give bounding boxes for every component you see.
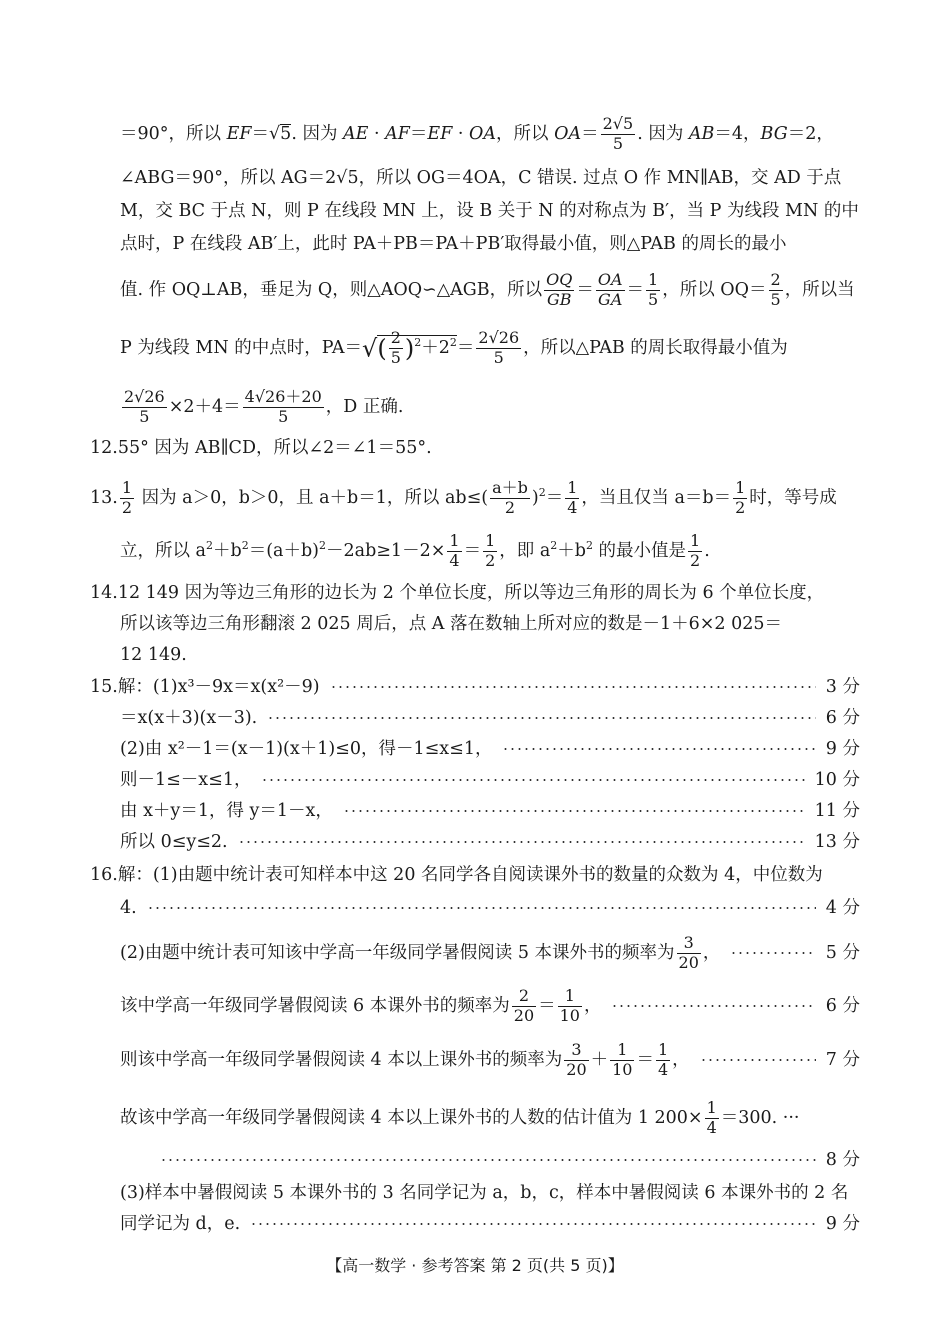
- score: 7 分: [825, 1050, 860, 1070]
- page-footer: 【高一数学 · 参考答案 第 2 页(共 5 页)】: [326, 1256, 624, 1275]
- score: 8 分: [825, 1150, 860, 1170]
- answer-15-line-1: 15.解：(1)x³－9x＝x(x²－9) 3 分: [90, 672, 860, 702]
- answer-14-line-1: 14.12 149 因为等边三角形的边长为 2 个单位长度，所以等边三角形的周长为 6 个单位长度，: [90, 583, 825, 603]
- score: 9 分: [825, 1214, 860, 1234]
- answer-13-line-2: 立，所以 $a^2+b^2=(a+b)^2-2ab\ge 1-2\times$ $\frac{1}{4}$ ＝ $\frac{1}{2}$ ，即 $a^2+b^2$ 的最小值是 $\frac{1}{2}$ .: [120, 531, 710, 570]
- answer-11-line-6: P 为线段 MN 的中点时，PA＝√( $\frac{2}{5}$ )$^2+2^2=$ $\frac{2√26}{5}$ ，所以△PAB 的周长取得最小值为: [120, 328, 788, 367]
- dot-leader: [343, 810, 805, 812]
- answer-15-line-6: 所以 0≤y≤2. 13 分: [120, 827, 860, 857]
- answer-14-line-3: 12 149.: [120, 645, 187, 665]
- dot-leader: [238, 841, 805, 843]
- answer-16-line-6: 故该中学高一年级同学暑假阅读 4 本以上课外书的人数的估计值为 1 200× $\frac{1}{4}$ ＝300. ···: [120, 1098, 800, 1137]
- dot-leader: [502, 748, 815, 750]
- answer-15-line-5: 由 x＋y＝1，得 y＝1－x， 11 分: [120, 796, 860, 826]
- dot-leader: [730, 952, 815, 954]
- fraction: $\frac{4√26+20}{5}$: [244, 387, 322, 426]
- fraction: $\frac{1}{4}$: [706, 1098, 717, 1137]
- fraction: $\frac{1}{2}$: [735, 478, 746, 517]
- answer-16-line-7: [120, 1145, 860, 1175]
- answer-16-line-4: 该中学高一年级同学暑假阅读 6 本课外书的频率为 $\frac{2}{20}$ ＝ $\frac{1}{10}$ ， 6 分: [120, 985, 860, 1025]
- fraction: $\frac{OQ}{GB}$: [546, 270, 573, 309]
- fraction: $\frac{2}{5}$: [770, 270, 781, 309]
- fraction: $\frac{1}{10}$: [559, 985, 580, 1025]
- fraction: $\frac{OA}{GA}$: [597, 270, 623, 309]
- score: 6 分: [825, 708, 860, 728]
- answer-11-line-2: ∠ABG＝90°，所以 AG＝2√5，所以 OG＝4OA，C 错误. 过点 O 作 MN∥AB，交 AD 于点: [120, 168, 842, 188]
- score: 5 分: [825, 943, 860, 963]
- dot-leader: [147, 907, 816, 909]
- fraction: $\frac{2}{20}$: [513, 985, 535, 1025]
- fraction: $\frac{1}{4}$: [567, 478, 578, 517]
- fraction: $\frac{2√26}{5}$: [478, 328, 520, 367]
- answer-11-line-3: M，交 BC 于点 N，则 P 在线段 MN 上，设 B 关于 N 的对称点为 B′，当 P 为线段 MN 的中: [120, 201, 859, 221]
- fraction: $\frac{3}{20}$: [678, 932, 699, 972]
- dot-leader: [330, 686, 816, 688]
- fraction: $\frac{3}{20}$: [566, 1039, 587, 1079]
- answer-11-line-5: 值. 作 OQ⊥AB，垂足为 Q，则△AOQ∽△AGB，所以 $\frac{OQ}{GB}$ ＝ $\frac{OA}{GA}$ ＝ $\frac{1}{5}$ ，所以 OQ＝ $\frac{2}{5}$ ，所以当: [120, 270, 855, 309]
- fraction: $\frac{a+b}{2}$: [492, 478, 528, 517]
- answer-13-line-1: 13. $\frac{1}{2}$ 因为 a＞0，b＞0，且 a＋b＝1，所以 ab≤( $\frac{a+b}{2}$ )$^2$＝ $\frac{1}{4}$ ，当且仅当 a＝b＝ $\frac{1}{2}$ 时，等号成: [90, 478, 837, 517]
- answer-14-line-2: 所以该等边三角形翻滚 2 025 周后，点 A 落在数轴上所对应的数是－1＋6×2 025＝: [120, 614, 783, 634]
- fraction: $\frac{1}{2}$: [121, 478, 133, 517]
- fraction: $\frac{1}{4}$: [449, 531, 460, 570]
- score: 4 分: [825, 898, 860, 918]
- dot-leader: [267, 717, 816, 719]
- fraction: $\frac{1}{10}$: [612, 1039, 633, 1079]
- answer-11-line-1: ＝90°，所以 EF＝√5. 因为 AE · AF＝EF · OA，所以 OA＝ $\frac{2√5}{5}$ . 因为 AB＝4，BG＝2，: [120, 114, 834, 153]
- score: 3 分: [825, 677, 860, 697]
- sqrt-content: ( $\frac{2}{5}$ )$^2+2^2$: [377, 328, 457, 367]
- score: 13 分: [814, 832, 860, 852]
- answer-16-line-1: 16.解：(1)由题中统计表可知样本中这 20 名同学各自阅读课外书的数量的众数为 4，中位数为: [90, 865, 823, 885]
- answer-15-line-2: ＝x(x＋3)(x－3). 6 分: [120, 703, 860, 733]
- answer-11-line-7: $\frac{2√26}{5}$ ×2＋4＝ $\frac{4√26+20}{5}$ ，D 正确.: [124, 387, 404, 426]
- answer-16-line-9: 同学记为 d，e. 9 分: [120, 1209, 860, 1239]
- answer-11-line-4: 点时，P 在线段 AB′上，此时 PA＋PB＝PA＋PB′取得最小值，则△PAB 的周长的最小: [120, 234, 787, 254]
- fraction: $\frac{1}{5}$: [648, 270, 659, 309]
- answer-16-line-5: 则该中学高一年级同学暑假阅读 4 本以上课外书的频率为 $\frac{3}{20}$ ＋ $\frac{1}{10}$ ＝ $\frac{1}{4}$ ， 7 分: [120, 1039, 860, 1079]
- answer-12: 12.55° 因为 AB∥CD，所以∠2＝∠1＝55°.: [90, 438, 432, 458]
- answer-16-line-3: (2)由题中统计表可知该中学高一年级同学暑假阅读 5 本课外书的频率为 $\frac{3}{20}$ ， 5 分: [120, 932, 860, 972]
- fraction: $\frac{1}{2}$: [690, 531, 701, 570]
- fraction: $\frac{2}{5}$: [390, 328, 401, 367]
- dot-leader: [611, 1005, 815, 1007]
- score: 9 分: [825, 739, 860, 759]
- dot-leader: [250, 1223, 816, 1225]
- dot-leader: [160, 1159, 816, 1161]
- score: 11 分: [814, 801, 860, 821]
- fraction: $\frac{1}{4}$: [657, 1039, 669, 1079]
- score: 6 分: [825, 996, 860, 1016]
- score: 10 分: [814, 770, 860, 790]
- answer-15-line-4: 则－1≤－x≤1， 10 分: [120, 765, 860, 795]
- fraction: $\frac{1}{2}$: [485, 531, 496, 570]
- answer-15-line-3: (2)由 x²－1＝(x－1)(x＋1)≤0，得－1≤x≤1， 9 分: [120, 734, 860, 764]
- answer-16-line-8: (3)样本中暑假阅读 5 本课外书的 3 名同学记为 a，b，c，样本中暑假阅读 6 本课外书的 2 名: [120, 1183, 849, 1203]
- answer-16-line-2: 4. 4 分: [120, 893, 860, 923]
- dot-leader: [261, 779, 804, 781]
- fraction: $\frac{2√26}{5}$: [124, 387, 165, 426]
- fraction: $\frac{2√5}{5}$: [602, 114, 634, 153]
- dot-leader: [700, 1059, 816, 1061]
